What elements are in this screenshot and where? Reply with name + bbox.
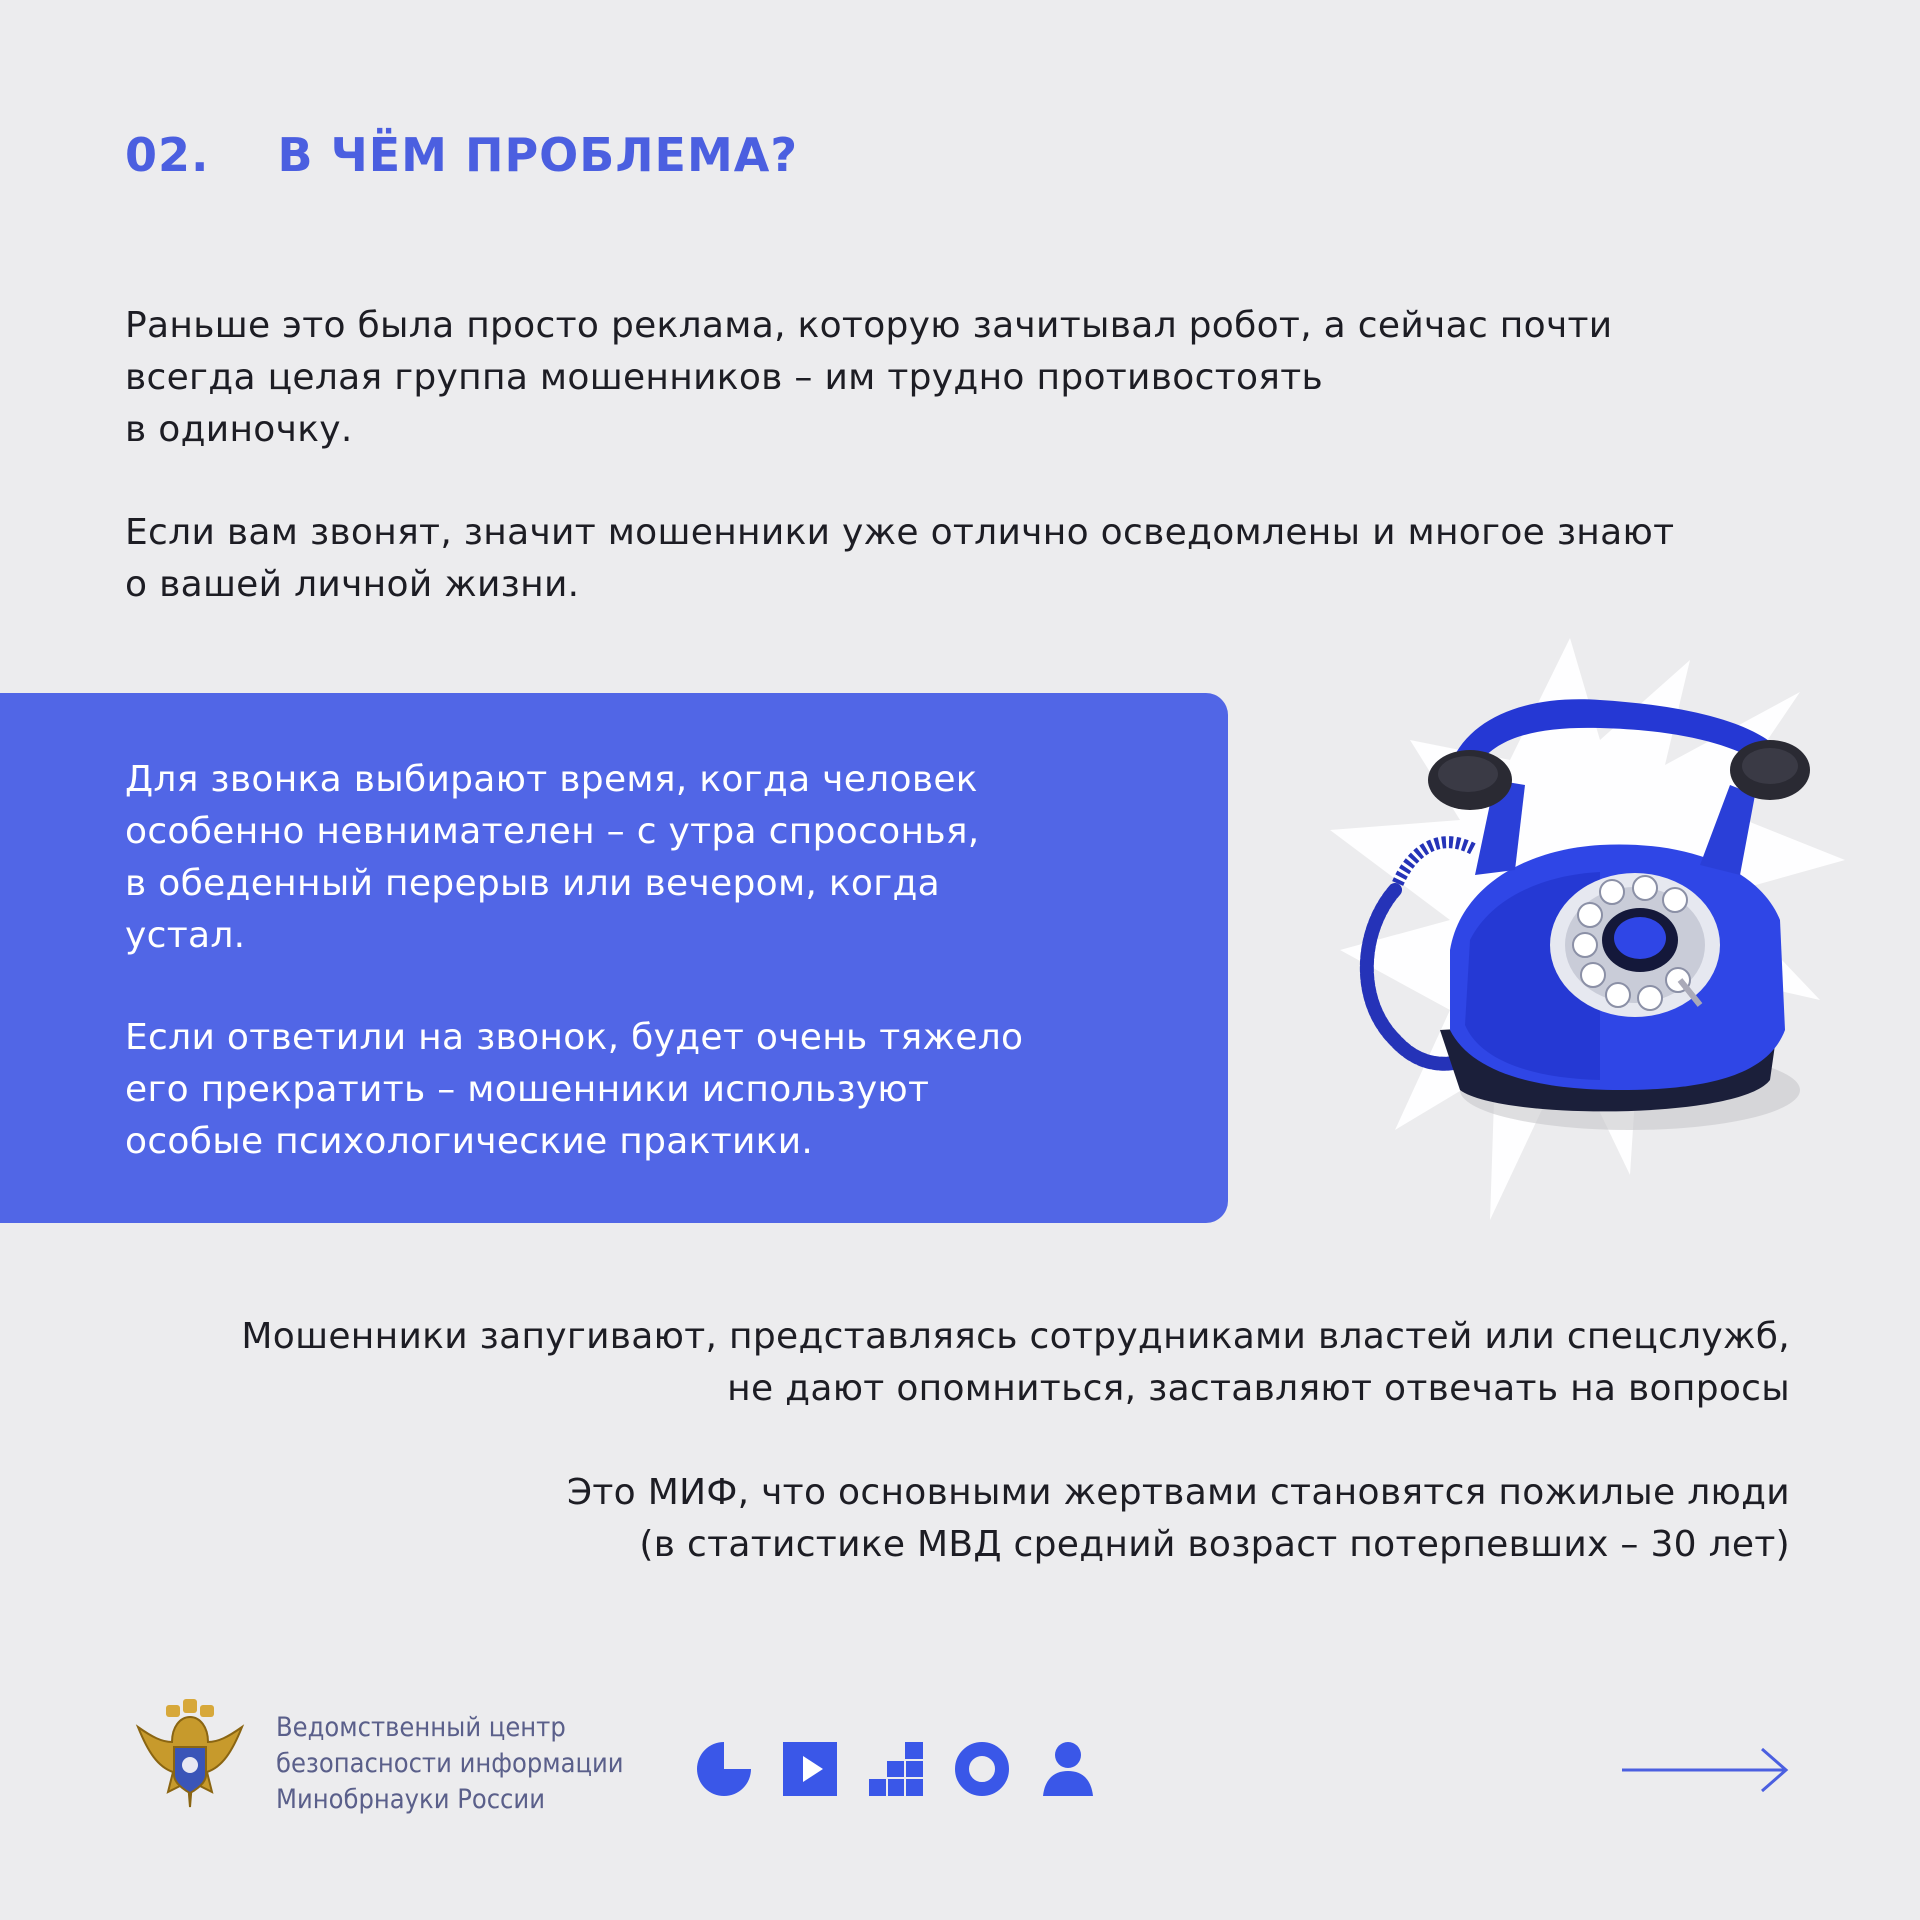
text-line: о вашей личной жизни. [125,564,580,605]
text-line: Если ответили на звонок, будет очень тяжело [125,1017,1024,1058]
text-line: Для звонка выбирают время, когда человек [125,759,978,800]
card-paragraph-2 [125,1012,1023,1168]
card-paragraph-1 [125,754,980,962]
stairs-icon [867,1740,925,1798]
text-line: Мошенники запугивают, представляясь сотрудниками властей или спецслужб, [241,1316,1790,1357]
text-line: его прекратить – мошенники используют [125,1069,930,1110]
text-line: в одиночку. [125,409,353,450]
eagle-emblem-icon [128,1697,252,1825]
bottom-paragraph-2 [567,1467,1790,1571]
next-arrow-icon[interactable] [1620,1745,1790,1795]
text-line: особенно невнимателен – с утра спросонья, [125,811,980,852]
section-number: 02. [125,128,210,182]
intro-paragraph-1 [125,300,1613,456]
text-line: Раньше это была просто реклама, которую зачитывал робот, а сейчас почти [125,305,1613,346]
text-line: в обеденный перерыв или вечером, когда [125,863,941,904]
play-icon [781,1740,839,1798]
brand-icons [695,1740,1097,1798]
intro-paragraph-2 [125,507,1674,611]
text-line: устал. [125,915,246,956]
org-line: Минобрнауки России [276,1784,545,1815]
rotary-phone-illustration [1300,620,1860,1240]
text-line: Это МИФ, что основными жертвами становятся пожилые люди [566,1472,1790,1513]
page-title: В ЧЁМ ПРОБЛЕМА? [277,128,799,182]
person-icon [1039,1740,1097,1798]
coat-of-arms-logo [128,1697,252,1825]
organization-name [276,1710,624,1818]
text-line: (в статистике МВД средний возраст потерпевших – 30 лет) [639,1524,1790,1565]
text-line: не дают опомниться, заставляют отвечать на вопросы [727,1368,1790,1409]
bottom-paragraph-1 [241,1311,1790,1415]
text-line: Если вам звонят, значит мошенники уже отлично осведомлены и многое знают [125,512,1675,553]
text-line: особые психологические практики. [125,1121,814,1162]
org-line: безопасности информации [276,1748,624,1779]
org-line: Ведомственный центр [276,1712,566,1743]
pie-icon [695,1740,753,1798]
text-line: всегда целая группа мошенников – им трудно противостоять [125,357,1324,398]
ring-icon [953,1740,1011,1798]
phone-icon [1300,620,1860,1240]
page-heading [125,128,798,182]
